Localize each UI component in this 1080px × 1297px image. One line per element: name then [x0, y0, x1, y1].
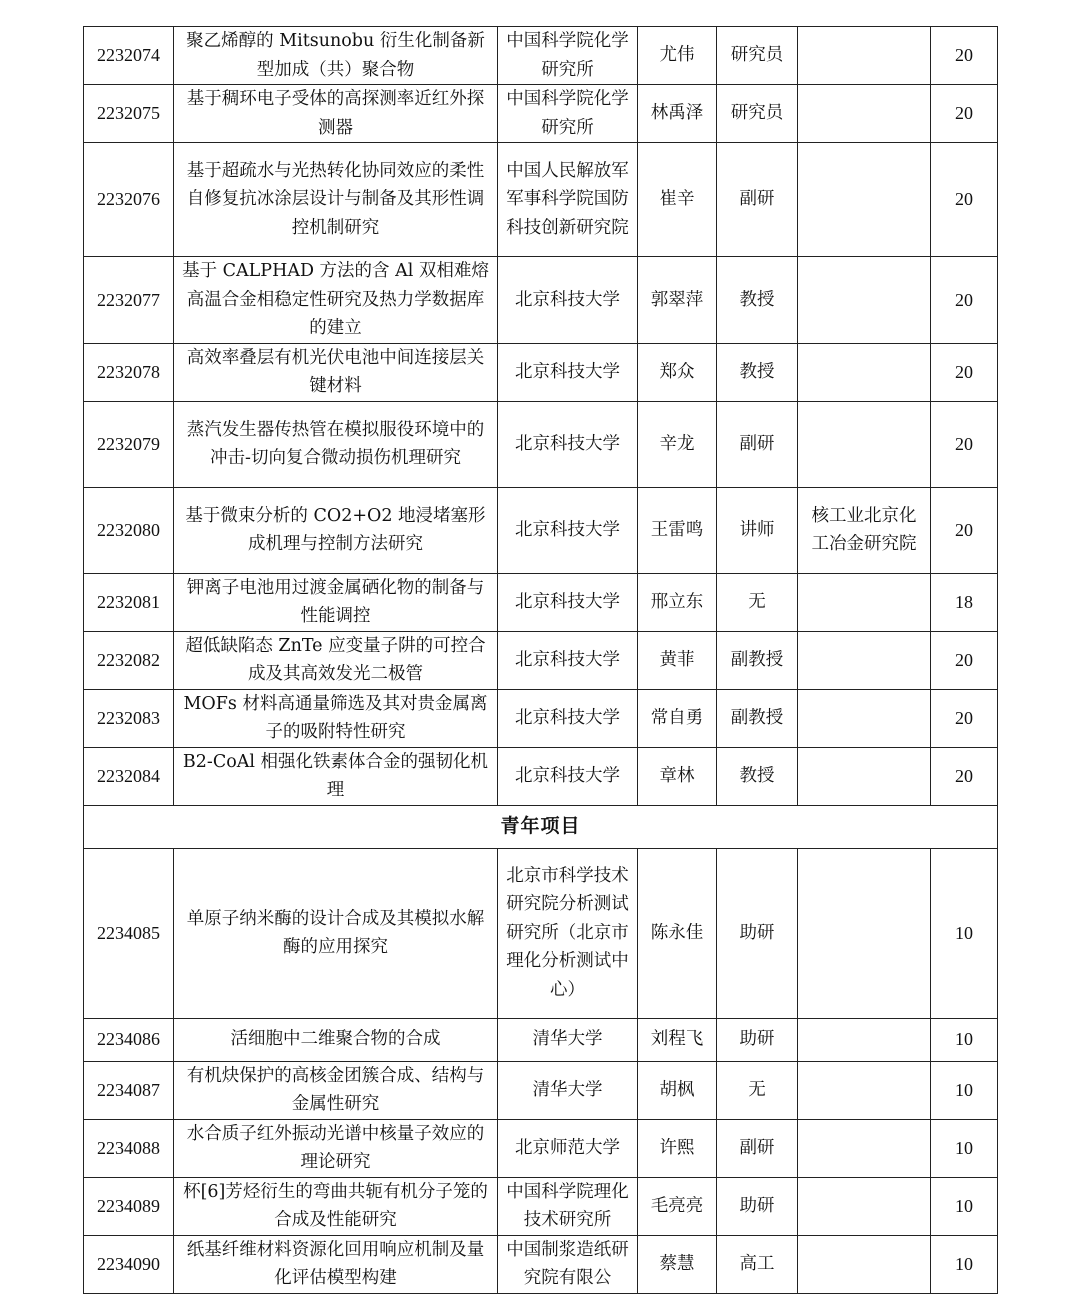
- table-row: [84, 257, 998, 344]
- partner: [798, 631, 931, 689]
- project-title: 基于超疏水与光热转化协同效应的柔性自修复抗冰涂层设计与制备及其形性调控机制研究: [174, 143, 498, 257]
- project-id: 2232081: [84, 573, 174, 631]
- project-id: 2232079: [84, 401, 174, 487]
- partner: [798, 1018, 931, 1061]
- project-id: 2234086: [84, 1018, 174, 1061]
- table-row: [84, 1235, 998, 1293]
- position: 教授: [717, 343, 798, 401]
- project-title: 有机炔保护的高核金团簇合成、结构与金属性研究: [174, 1061, 498, 1119]
- project-title: 基于 CALPHAD 方法的含 Al 双相难熔高温合金相稳定性研究及热力学数据库的建立: [174, 257, 498, 344]
- project-title: 基于微束分析的 CO2+O2 地浸堵塞形成机理与控制方法研究: [174, 487, 498, 573]
- institution: 北京师范大学: [498, 1119, 638, 1177]
- amount: 20: [931, 143, 998, 257]
- position: 助研: [717, 1177, 798, 1235]
- position: 研究员: [717, 27, 798, 85]
- amount: 20: [931, 631, 998, 689]
- amount: 10: [931, 1119, 998, 1177]
- project-title: 基于稠环电子受体的高探测率近红外探测器: [174, 85, 498, 143]
- partner: [798, 343, 931, 401]
- position: 助研: [717, 1018, 798, 1061]
- institution: 中国科学院化学研究所: [498, 27, 638, 85]
- table-row: [84, 487, 998, 573]
- project-title: 水合质子红外振动光谱中核量子效应的理论研究: [174, 1119, 498, 1177]
- project-title: B2-CoAl 相强化铁素体合金的强韧化机理: [174, 747, 498, 805]
- institution: 北京科技大学: [498, 487, 638, 573]
- project-title: 纸基纤维材料资源化回用响应机制及量化评估模型构建: [174, 1235, 498, 1293]
- position: 副教授: [717, 631, 798, 689]
- project-id: 2232078: [84, 343, 174, 401]
- amount: 20: [931, 343, 998, 401]
- project-title: 钾离子电池用过渡金属硒化物的制备与性能调控: [174, 573, 498, 631]
- amount: 10: [931, 1235, 998, 1293]
- leader: 郭翠萍: [638, 257, 717, 344]
- leader: 崔辛: [638, 143, 717, 257]
- table-row: [84, 343, 998, 401]
- leader: 陈永佳: [638, 848, 717, 1018]
- institution: 中国人民解放军军事科学院国防科技创新研究院: [498, 143, 638, 257]
- partner: [798, 27, 931, 85]
- project-id: 2232077: [84, 257, 174, 344]
- project-title: MOFs 材料高通量筛选及其对贵金属离子的吸附特性研究: [174, 689, 498, 747]
- table-row: [84, 848, 998, 1018]
- project-id: 2234090: [84, 1235, 174, 1293]
- amount: 20: [931, 85, 998, 143]
- position: 副研: [717, 401, 798, 487]
- project-id: 2232084: [84, 747, 174, 805]
- position: 讲师: [717, 487, 798, 573]
- amount: 10: [931, 848, 998, 1018]
- position: 助研: [717, 848, 798, 1018]
- table-row: [84, 573, 998, 631]
- project-title: 杯[6]芳烃衍生的弯曲共轭有机分子笼的合成及性能研究: [174, 1177, 498, 1235]
- project-table: [83, 26, 998, 1294]
- project-title: 单原子纳米酶的设计合成及其模拟水解酶的应用探究: [174, 848, 498, 1018]
- leader: 章林: [638, 747, 717, 805]
- table-row: [84, 1061, 998, 1119]
- amount: 10: [931, 1177, 998, 1235]
- partner: [798, 747, 931, 805]
- position: 副教授: [717, 689, 798, 747]
- institution: 清华大学: [498, 1061, 638, 1119]
- amount: 20: [931, 487, 998, 573]
- table-row: [84, 1119, 998, 1177]
- institution: 北京市科学技术研究院分析测试研究所（北京市理化分析测试中心）: [498, 848, 638, 1018]
- institution: 北京科技大学: [498, 631, 638, 689]
- project-id: 2234089: [84, 1177, 174, 1235]
- table-row: [84, 689, 998, 747]
- partner: [798, 1061, 931, 1119]
- project-id: 2232080: [84, 487, 174, 573]
- leader: 刘程飞: [638, 1018, 717, 1061]
- project-id: 2234085: [84, 848, 174, 1018]
- leader: 许熙: [638, 1119, 717, 1177]
- institution: 北京科技大学: [498, 573, 638, 631]
- leader: 林禹泽: [638, 85, 717, 143]
- partner: [798, 401, 931, 487]
- position: 教授: [717, 257, 798, 344]
- section-header-youth: 青年项目: [84, 805, 998, 848]
- partner: [798, 257, 931, 344]
- institution: 北京科技大学: [498, 747, 638, 805]
- institution: 中国科学院化学研究所: [498, 85, 638, 143]
- project-id: 2232075: [84, 85, 174, 143]
- institution: 北京科技大学: [498, 257, 638, 344]
- amount: 10: [931, 1018, 998, 1061]
- project-id: 2234088: [84, 1119, 174, 1177]
- project-title: 活细胞中二维聚合物的合成: [174, 1018, 498, 1061]
- leader: 邢立东: [638, 573, 717, 631]
- partner: [798, 689, 931, 747]
- institution: 中国科学院理化技术研究所: [498, 1177, 638, 1235]
- table-row: [84, 27, 998, 85]
- partner: 核工业北京化工冶金研究院: [798, 487, 931, 573]
- institution: 北京科技大学: [498, 343, 638, 401]
- institution: 中国制浆造纸研究院有限公: [498, 1235, 638, 1293]
- partner: [798, 848, 931, 1018]
- leader: 蔡慧: [638, 1235, 717, 1293]
- institution: 北京科技大学: [498, 689, 638, 747]
- project-id: 2232076: [84, 143, 174, 257]
- table-row: [84, 747, 998, 805]
- amount: 20: [931, 747, 998, 805]
- institution: 北京科技大学: [498, 401, 638, 487]
- amount: 20: [931, 27, 998, 85]
- position: 副研: [717, 1119, 798, 1177]
- partner: [798, 85, 931, 143]
- project-title: 高效率叠层有机光伏电池中间连接层关键材料: [174, 343, 498, 401]
- section-header-row: [84, 805, 998, 848]
- leader: 尤伟: [638, 27, 717, 85]
- leader: 王雷鸣: [638, 487, 717, 573]
- amount: 20: [931, 401, 998, 487]
- position: 副研: [717, 143, 798, 257]
- project-id: 2232083: [84, 689, 174, 747]
- project-id: 2232082: [84, 631, 174, 689]
- institution: 清华大学: [498, 1018, 638, 1061]
- position: 无: [717, 1061, 798, 1119]
- project-title: 超低缺陷态 ZnTe 应变量子阱的可控合成及其高效发光二极管: [174, 631, 498, 689]
- position: 教授: [717, 747, 798, 805]
- project-id: 2234087: [84, 1061, 174, 1119]
- leader: 辛龙: [638, 401, 717, 487]
- leader: 胡枫: [638, 1061, 717, 1119]
- leader: 毛亮亮: [638, 1177, 717, 1235]
- table-row: [84, 401, 998, 487]
- table-row: [84, 1177, 998, 1235]
- project-title: 蒸汽发生器传热管在模拟服役环境中的冲击-切向复合微动损伤机理研究: [174, 401, 498, 487]
- partner: [798, 143, 931, 257]
- amount: 18: [931, 573, 998, 631]
- leader: 郑众: [638, 343, 717, 401]
- table-row: [84, 1018, 998, 1061]
- table-row: [84, 143, 998, 257]
- position: 高工: [717, 1235, 798, 1293]
- table-row: [84, 85, 998, 143]
- partner: [798, 1119, 931, 1177]
- partner: [798, 573, 931, 631]
- amount: 10: [931, 1061, 998, 1119]
- leader: 黄菲: [638, 631, 717, 689]
- amount: 20: [931, 689, 998, 747]
- amount: 20: [931, 257, 998, 344]
- position: 无: [717, 573, 798, 631]
- position: 研究员: [717, 85, 798, 143]
- leader: 常自勇: [638, 689, 717, 747]
- project-title: 聚乙烯醇的 Mitsunobu 衍生化制备新型加成（共）聚合物: [174, 27, 498, 85]
- partner: [798, 1177, 931, 1235]
- partner: [798, 1235, 931, 1293]
- project-id: 2232074: [84, 27, 174, 85]
- table-row: [84, 631, 998, 689]
